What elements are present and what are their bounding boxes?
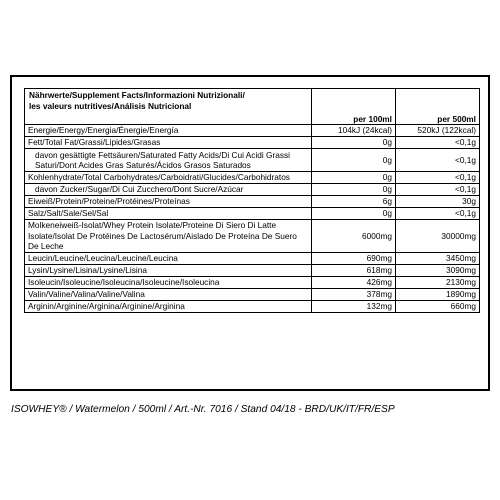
table-row-whey-protein-isolate	[25, 220, 480, 253]
value-per-100ml: 0g	[312, 137, 396, 149]
value-per-100ml: 132mg	[312, 300, 396, 312]
value-per-100ml: 6g	[312, 196, 396, 208]
table-title-line-1: Nährwerte/Supplement Facts/Informazioni Nutrizionali/	[29, 90, 245, 100]
nutrient-label: davon gesättigte Fettsäuren/Saturated Fatty Acids/Di Cui Acidi Grassi Saturi/Dont Acides Gras Saturés/Ácidos Grasos Saturados	[25, 149, 312, 172]
table-row-arginine	[25, 300, 480, 312]
nutrient-label: Molkeneiweiß-Isolat/Whey Protein Isolate/Proteine Di Siero Di Latte Isolate/Isolat De Protéines De Lactosérum/Aislado De Proteína De Suero De Leche	[25, 220, 312, 253]
nutrient-label: Leucin/Leucine/Leucina/Leucine/Leucina	[25, 252, 312, 264]
value-per-500ml: 30000mg	[396, 220, 480, 253]
value-per-500ml: <0,1g	[396, 184, 480, 196]
table-row-leucine	[25, 252, 480, 264]
value-per-500ml: 3090mg	[396, 264, 480, 276]
nutrient-label: Valin/Valine/Valina/Valine/Valina	[25, 288, 312, 300]
nutrient-label: Eiweiß/Protein/Proteine/Protéines/Proteínas	[25, 196, 312, 208]
value-per-500ml: <0,1g	[396, 149, 480, 172]
nutrient-label: Lysin/Lysine/Lisina/Lysine/Lisina	[25, 264, 312, 276]
nutrient-label: Salz/Salt/Sale/Sel/Sal	[25, 208, 312, 220]
table-row-isoleucine	[25, 276, 480, 288]
product-footer-text: ISOWHEY® / Watermelon / 500ml / Art.-Nr. 7016 / Stand 04/18 - BRD/UK/IT/FR/ESP	[11, 404, 395, 415]
value-per-100ml: 0g	[312, 184, 396, 196]
value-per-100ml: 6000mg	[312, 220, 396, 253]
value-per-100ml: 0g	[312, 172, 396, 184]
value-per-100ml: 378mg	[312, 288, 396, 300]
table-header-row	[25, 89, 480, 125]
value-per-500ml: 2130mg	[396, 276, 480, 288]
value-per-500ml: 30g	[396, 196, 480, 208]
table-row-saturated-fat	[25, 149, 480, 172]
column-header-per-500ml: per 500ml	[396, 89, 480, 125]
nutrient-label: Isoleucin/Isoleucine/Isoleucina/Isoleucine/Isoleucina	[25, 276, 312, 288]
nutrition-label-panel	[10, 75, 490, 391]
value-per-100ml: 104kJ (24kcal)	[312, 125, 396, 137]
table-title-line-2: les valeurs nutritives/Análisis Nutricional	[29, 100, 192, 111]
value-per-500ml: 1890mg	[396, 288, 480, 300]
table-row-protein	[25, 196, 480, 208]
table-row-salt	[25, 208, 480, 220]
value-per-100ml: 0g	[312, 208, 396, 220]
nutrient-label: Kohlenhydrate/Total Carbohydrates/Carboidrati/Glucides/Carbohidratos	[25, 172, 312, 184]
nutrient-label: Energie/Energy/Energia/Énergie/Energía	[25, 125, 312, 137]
column-header-per-100ml: per 100ml	[312, 89, 396, 125]
table-row-energy	[25, 125, 480, 137]
nutrition-facts-table	[24, 88, 480, 313]
table-row-fat	[25, 137, 480, 149]
value-per-500ml: <0,1g	[396, 172, 480, 184]
value-per-100ml: 618mg	[312, 264, 396, 276]
value-per-500ml: 660mg	[396, 300, 480, 312]
value-per-100ml: 0g	[312, 149, 396, 172]
value-per-500ml: <0,1g	[396, 137, 480, 149]
nutrient-label: davon Zucker/Sugar/Di Cui Zucchero/Dont Sucre/Azúcar	[25, 184, 312, 196]
table-row-lysine	[25, 264, 480, 276]
nutrient-label: Fett/Total Fat/Grassi/Lipides/Grasas	[25, 137, 312, 149]
value-per-500ml: 3450mg	[396, 252, 480, 264]
value-per-100ml: 426mg	[312, 276, 396, 288]
value-per-500ml: 520kJ (122kcal)	[396, 125, 480, 137]
value-per-500ml: <0,1g	[396, 208, 480, 220]
table-title	[25, 89, 312, 125]
value-per-100ml: 690mg	[312, 252, 396, 264]
table-row-carbohydrates	[25, 172, 480, 184]
nutrient-label: Arginin/Arginine/Arginina/Arginine/Arginina	[25, 300, 312, 312]
table-row-sugar	[25, 184, 480, 196]
table-row-valine	[25, 288, 480, 300]
